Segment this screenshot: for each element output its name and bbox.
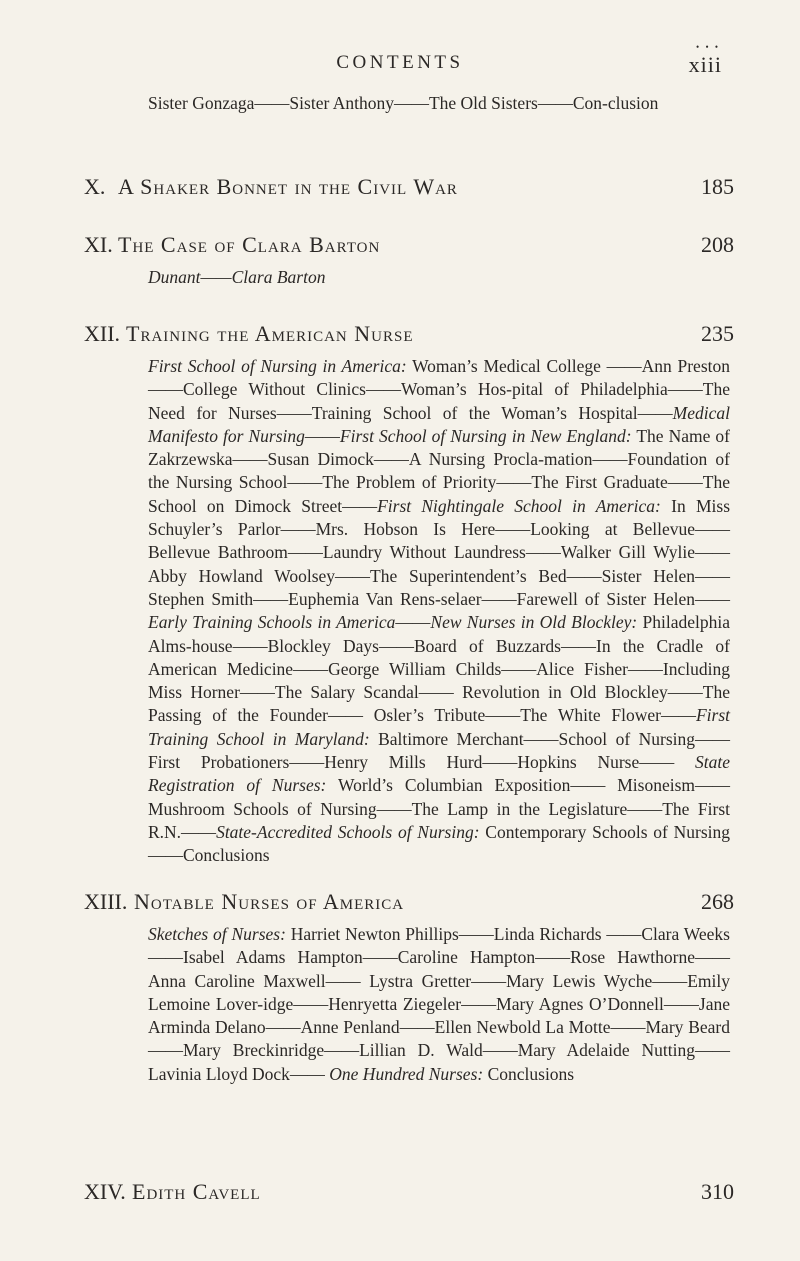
chapter-page-number: 310 [701,1179,734,1204]
chapter-title: A Shaker Bonnet in the Civil War [118,174,458,199]
chapter-page-number: 208 [701,232,734,257]
chapter-description: Dunant——Clara Barton [148,267,326,287]
chapter-number: XII. [84,321,121,346]
chapter-page-number: 268 [701,889,734,914]
running-head-title: CONTENTS [336,52,464,73]
chapter-number: XI. [84,232,113,257]
chapter-title: Training the American Nurse [126,321,414,346]
chapter-entry[interactable] [84,232,734,262]
page-number: xiii [688,52,722,77]
chapter-page-number: 235 [701,321,734,346]
chapter-entry[interactable] [84,889,734,919]
chapter-entry[interactable] [84,321,734,351]
chapter-entry[interactable] [84,174,734,204]
chapter-title: Edith Cavell [132,1179,261,1204]
ornament-dots: • • • [696,42,720,52]
chapter-number: XIII. [84,889,128,914]
chapter-page-number: 185 [701,174,734,199]
running-head [0,42,800,78]
chapter-entry[interactable] [84,1179,734,1209]
chapter-number: XIV. [84,1179,126,1204]
chapter-title: The Case of Clara Barton [118,232,381,257]
chapter-number: X. [84,174,106,199]
chapter-title: Notable Nurses of America [134,889,405,914]
chapter-description: Sketches of Nurses: Harriet Newton Phillips——Linda Richards ——Clara Weeks——Isabel Adams Hampton——Caroline Hampton——Rose Hawthorne——Anna Caroline Maxwell—— Lystra Gretter——Mary Lewis Wyche——Emily Lemoine Lover-idge——Henryetta Ziegeler——Mary Agnes O’Donnell——Jane Arminda Delano——Anne Penland——Ellen Newbold La Motte——Mary Beard——Mary Breckinridge——Lillian D. Wald——Mary Adelaide Nutting——Lavinia Lloyd Dock—— One Hundred Nurses: Conclusions [148,924,730,1084]
intro-description: Sister Gonzaga——Sister Anthony——The Old Sisters——Con-clusion [148,93,659,113]
chapter-description: First School of Nursing in America: Woman’s Medical College ——Ann Preston——College Without Clinics——Woman’s Hos-pital of Philadelphia——The Need for Nurses——Training School of the Woman’s Hospital——Medical Manifesto for Nursing——First School of Nursing in New England: The Name of Zakrzewska——Susan Dimock——A Nursing Procla-mation——Foundation of the Nursing School——The Problem of Priority——The First Graduate——The School on Dimock Street——First Nightingale School in America: In Miss Schuyler’s Parlor——Mrs. Hobson Is Here——Looking at Bellevue—— Bellevue Bathroom——Laundry Without Laundress——Walker Gill Wylie——Abby Howland Woolsey——The Superintendent’s Bed——Sister Helen——Stephen Smith——Euphemia Van Rens-selaer——Farewell of Sister Helen——Early Training Schools in America——New Nurses in Old Blockley: Philadelphia Alms-house——Blockley Days——Board of Buzzards——In the Cradle of American Medicine——George William Childs——Alice Fisher——Including Miss Horner——The Salary Scandal—— Revolution in Old Blockley——The Passing of the Founder—— Osler’s Tribute——The White Flower——First Training School in Maryland: Baltimore Merchant——School of Nursing—— First Probationers——Henry Mills Hurd——Hopkins Nurse—— State Registration of Nurses: World’s Columbian Exposition—— Misoneism——Mushroom Schools of Nursing——The Lamp in the Legislature——The First R.N.——State-Accredited Schools of Nursing: Contemporary Schools of Nursing——Conclusions [148,356,731,866]
